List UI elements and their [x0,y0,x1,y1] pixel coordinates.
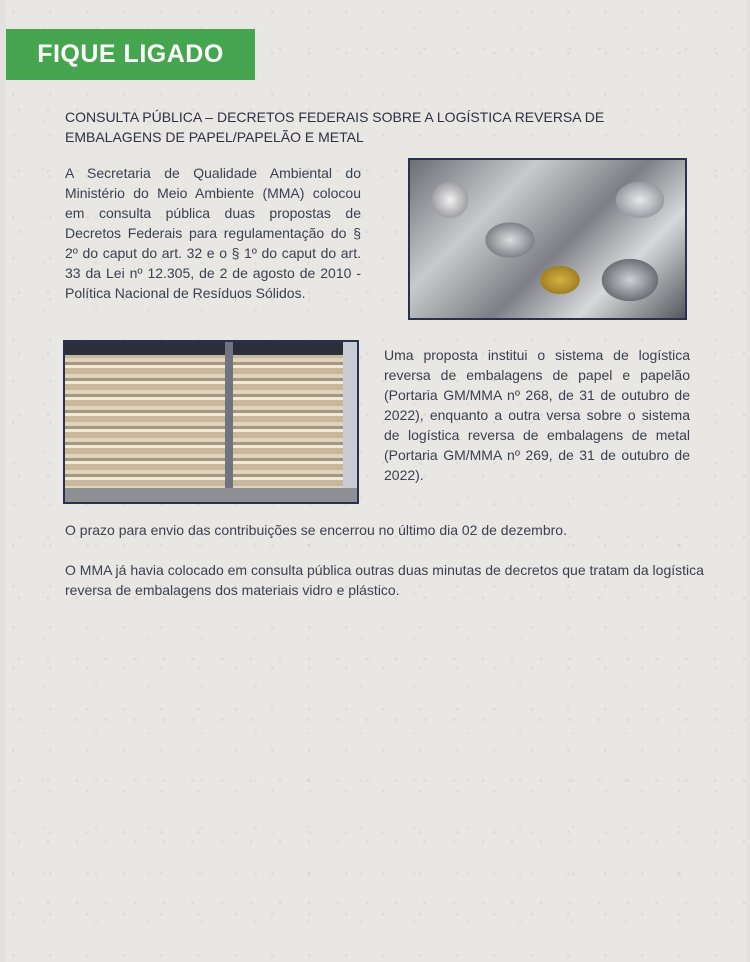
article-headline: CONSULTA PÚBLICA – DECRETOS FEDERAIS SOBRE A LOGÍSTICA REVERSA DE EMBALAGENS DE PAPEL/PAPELÃO E METAL [65,109,605,145]
paragraph-proposals: Uma proposta institui o sistema de logística reversa de embalagens de papel e papelão (Portaria GM/MMA nº 268, de 31 de outubro de 2022), enquanto a outra versa sobre o sistema de logística reversa de embalagens de metal (Portaria GM/MMA nº 269, de 31 de outubro de 2022). [384,347,690,483]
photo-ground [65,488,357,502]
paragraph-deadline: O prazo para envio das contribuições se encerrou no último dia 02 de dezembro. [65,522,567,538]
photo-wall [343,342,357,502]
paragraph-intro: A Secretaria de Qualidade Ambiental do Ministério do Meio Ambiente (MMA) colocou em consulta pública duas propostas de Decretos Federais para regulamentação do § 2º do caput do art. 32 e o § 1º do caput do art. 33 da Lei nº 12.305, de 2 de agosto de 2010 - Política Nacional de Resíduos Sólidos. [65,165,361,301]
metal-cans-photo [408,158,687,320]
paragraph-previous-consultation: O MMA já havia colocado em consulta pública outras duas minutas de decretos que tratam da logística reversa de embalagens dos materiais vidro e plástico. [65,562,704,598]
cardboard-bales-photo [63,340,359,504]
bale-gap [225,342,233,502]
section-badge: FIQUE LIGADO [6,29,255,80]
